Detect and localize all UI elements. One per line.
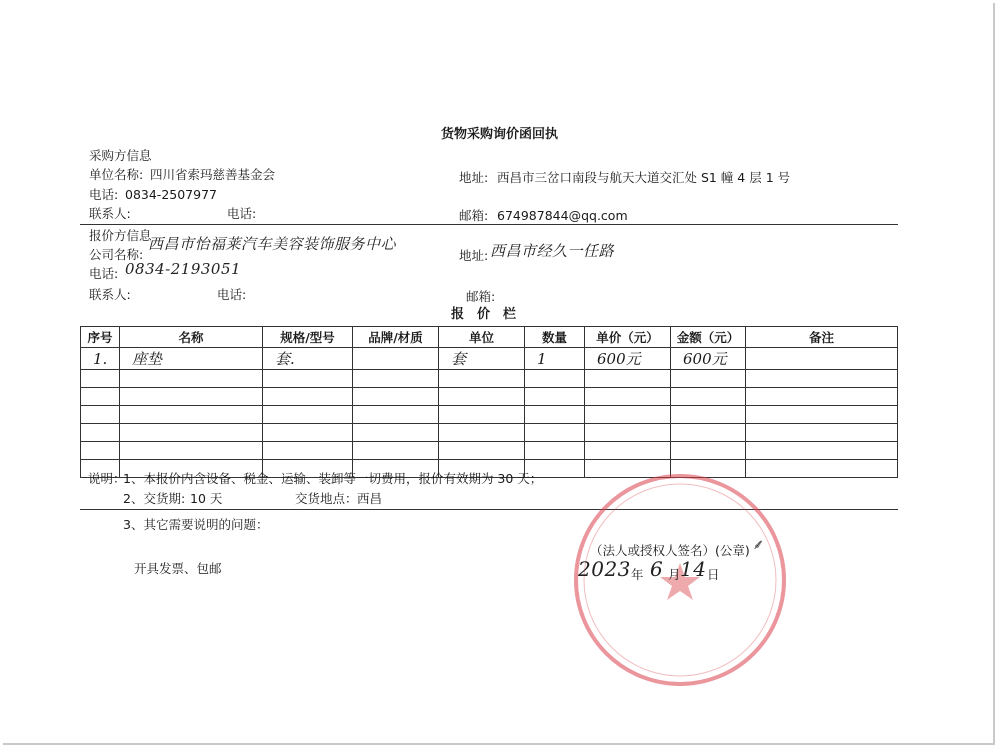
cell-spec <box>263 388 353 406</box>
col-header-spec: 规格/型号 <box>263 327 353 348</box>
notes-item2-label: 2、交货期: <box>123 491 186 506</box>
purchaser-phone: 0834-2507977 <box>125 187 217 202</box>
cell-spec: 套. <box>263 348 353 370</box>
notes-item2-value: 10 天 <box>190 491 223 506</box>
col-header-name: 名称 <box>120 327 263 348</box>
date-month: 6 <box>650 557 664 581</box>
cell-name <box>120 370 263 388</box>
cell-remarks <box>746 370 898 388</box>
purchaser-unit-name: 四川省索玛慈善基金会 <box>150 167 276 182</box>
cell-brand <box>353 370 439 388</box>
cell-unit <box>439 442 525 460</box>
supplier-company-label: 公司名称: <box>89 247 144 262</box>
notes-item3-answer: 开具发票、包邮 <box>134 561 222 576</box>
cell-quantity <box>525 406 585 424</box>
cell-index <box>81 388 120 406</box>
quote-table <box>80 326 898 478</box>
supplier-address: 西昌市经久一任路 <box>490 242 615 260</box>
cell-unit-price <box>585 424 671 442</box>
cell-index: 1. <box>81 348 120 370</box>
cell-name <box>120 388 263 406</box>
supplier-contact-label: 联系人: <box>89 287 131 302</box>
delivery-place: 西昌 <box>357 491 383 506</box>
col-header-unit: 单位 <box>439 327 525 348</box>
cell-quantity <box>525 370 585 388</box>
cell-quantity <box>525 424 585 442</box>
purchaser-phone-label: 电话: <box>89 187 119 202</box>
cell-unit <box>439 406 525 424</box>
date-year-unit: 年 <box>631 567 644 582</box>
table-row <box>81 424 898 442</box>
date-day: 14 <box>680 557 707 581</box>
cell-remarks <box>746 424 898 442</box>
table-row <box>81 348 898 370</box>
cell-name <box>120 424 263 442</box>
date-year: 2023 <box>578 557 631 581</box>
cell-unit <box>439 388 525 406</box>
cell-spec <box>263 442 353 460</box>
table-row <box>81 442 898 460</box>
notes-item1: 1、本报价内含设备、税金、运输、装卸等一切费用，报价有效期为 30 天； <box>123 471 543 486</box>
cell-amount: 600元 <box>671 348 746 370</box>
supplier-section-label: 报价方信息 <box>89 228 152 243</box>
purchaser-email: 674987844@qq.com <box>497 208 628 223</box>
col-header-remarks: 备注 <box>746 327 898 348</box>
signature-label: （法人或授权人签名）(公章) <box>590 543 750 558</box>
cell-amount <box>671 424 746 442</box>
cell-index <box>81 442 120 460</box>
cell-unit-price <box>585 388 671 406</box>
cell-quantity <box>525 442 585 460</box>
cell-quantity: 1 <box>525 348 585 370</box>
supplier-email-label: 邮箱: <box>466 289 496 304</box>
cell-amount <box>671 370 746 388</box>
cell-name <box>120 442 263 460</box>
supplier-contact-phone-label: 电话: <box>217 287 247 302</box>
supplier-address-label: 地址: <box>459 248 489 263</box>
cell-spec <box>263 370 353 388</box>
cell-unit-price <box>585 370 671 388</box>
cell-remarks <box>746 388 898 406</box>
date-day-unit: 日 <box>707 567 720 582</box>
cell-index <box>81 370 120 388</box>
quote-header: 报 价 栏 <box>451 307 517 322</box>
table-row <box>81 406 898 424</box>
cell-brand <box>353 442 439 460</box>
quote-header-row <box>81 327 898 348</box>
cell-amount <box>671 388 746 406</box>
purchaser-contact-phone-label: 电话: <box>227 206 257 221</box>
cell-amount <box>671 442 746 460</box>
supplier-company-name: 西昌市怡福莱汽车美容装饰服务中心 <box>148 235 397 253</box>
delivery-place-label: 交货地点： <box>295 491 358 506</box>
cell-spec <box>263 424 353 442</box>
cell-remarks <box>746 406 898 424</box>
col-header-unit-price: 单价（元） <box>585 327 671 348</box>
purchaser-contact-label: 联系人: <box>89 206 131 221</box>
supplier-phone: 0834-2193051 <box>125 260 242 278</box>
notes-item3: 3、其它需要说明的问题： <box>123 517 269 532</box>
cell-unit-price <box>585 406 671 424</box>
purchaser-address-label: 地址: <box>459 170 489 185</box>
cell-index <box>81 406 120 424</box>
cell-name <box>120 406 263 424</box>
purchaser-section-label: 采购方信息 <box>89 148 152 163</box>
col-header-brand: 品牌/材质 <box>353 327 439 348</box>
cell-unit <box>439 370 525 388</box>
table-row <box>81 388 898 406</box>
cell-quantity <box>525 388 585 406</box>
cell-brand <box>353 348 439 370</box>
cell-unit <box>439 424 525 442</box>
section-divider <box>80 224 898 225</box>
purchaser-email-label: 邮箱: <box>459 208 489 223</box>
cell-index <box>81 424 120 442</box>
notes-label: 说明： <box>88 471 126 486</box>
cell-unit-price <box>585 442 671 460</box>
cell-brand <box>353 406 439 424</box>
document-title: 货物采购询价函回执 <box>441 127 559 142</box>
date-month-unit: 月 <box>668 567 681 582</box>
cell-unit-price: 600元 <box>585 348 671 370</box>
signature-scribble: ⸙ <box>752 537 763 553</box>
cell-remarks <box>746 348 898 370</box>
purchaser-unit-label: 单位名称: <box>89 167 144 182</box>
purchaser-address: 西昌市三岔口南段与航天大道交汇处 S1 幢 4 层 1 号 <box>497 170 791 185</box>
cell-brand <box>353 388 439 406</box>
cell-name: 座垫 <box>120 348 263 370</box>
col-header-index: 序号 <box>81 327 120 348</box>
cell-unit: 套 <box>439 348 525 370</box>
cell-spec <box>263 406 353 424</box>
table-row <box>81 370 898 388</box>
col-header-amount: 金额（元） <box>671 327 746 348</box>
cell-remarks <box>746 442 898 460</box>
supplier-phone-label: 电话: <box>89 266 119 281</box>
cell-amount <box>671 406 746 424</box>
cell-brand <box>353 424 439 442</box>
col-header-quantity: 数量 <box>525 327 585 348</box>
